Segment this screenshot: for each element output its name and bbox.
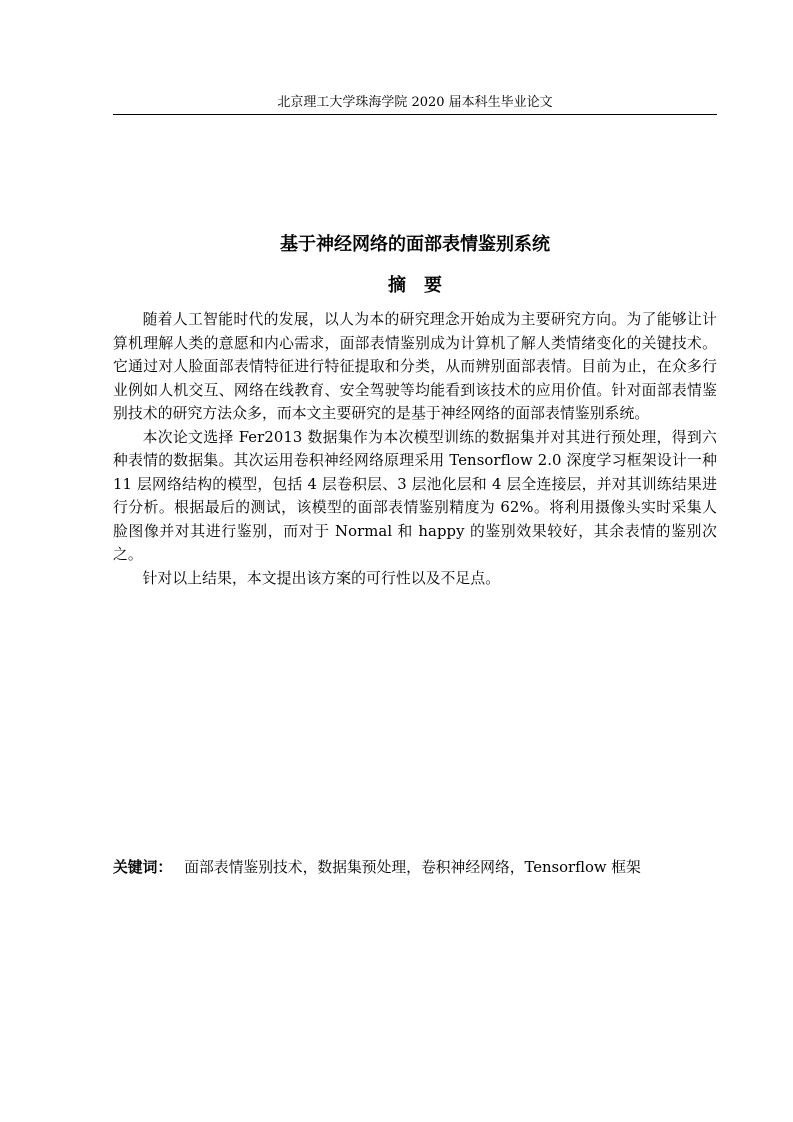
keywords-line — [113, 857, 717, 879]
header-rule — [113, 114, 717, 115]
abstract-paragraph-1: 随着人工智能时代的发展，以人为本的研究理念开始成为主要研究方向。为了能够让计算机理解人类的意愿和内心需求，面部表情鉴别成为计算机了解人类情绪变化的关键技术。它通过对人脸面部表情特征进行特征提取和分类，从而辨别面部表情。目前为止，在众多行业例如人机交互、网络在线教育、安全驾驶等均能看到该技术的应用价值。针对面部表情鉴别技术的研究方法众多，而本文主要研究的是基于神经网络的面部表情鉴别系统。 — [113, 311, 717, 422]
abstract-paragraph-3: 针对以上结果，本文提出该方案的可行性以及不足点。 — [142, 569, 501, 587]
keywords-label: 关键词： — [113, 859, 173, 876]
abstract-heading: 摘要 — [388, 275, 460, 296]
keywords-value: 面部表情鉴别技术，数据集预处理，卷积神经网络，Tensorflow 框架 — [184, 859, 641, 876]
thesis-title: 基于神经网络的面部表情鉴别系统 — [280, 234, 550, 255]
page-header: 北京理工大学珠海学院 2020 届本科生毕业论文 — [277, 95, 553, 110]
abstract-paragraph-2: 本次论文选择 Fer2013 数据集作为本次模型训练的数据集并对其进行预处理，得到六种表情的数据集。其次运用卷积神经网络原理采用 Tensorflow 2.0 深度学习框架设计一种 11 层网络结构的模型，包括 4 层卷积层、3 层池化层和 4 层全连接层，并对其训练结果进行分析。根据最后的测试，该模型的面部表情鉴别精度为 62%。将利用摄像头实时采集人脸图像并对其进行鉴别，而对于 Normal 和 happy 的鉴别效果较好，其余表情的鉴别次之。 — [113, 428, 717, 563]
abstract-body — [113, 308, 717, 590]
